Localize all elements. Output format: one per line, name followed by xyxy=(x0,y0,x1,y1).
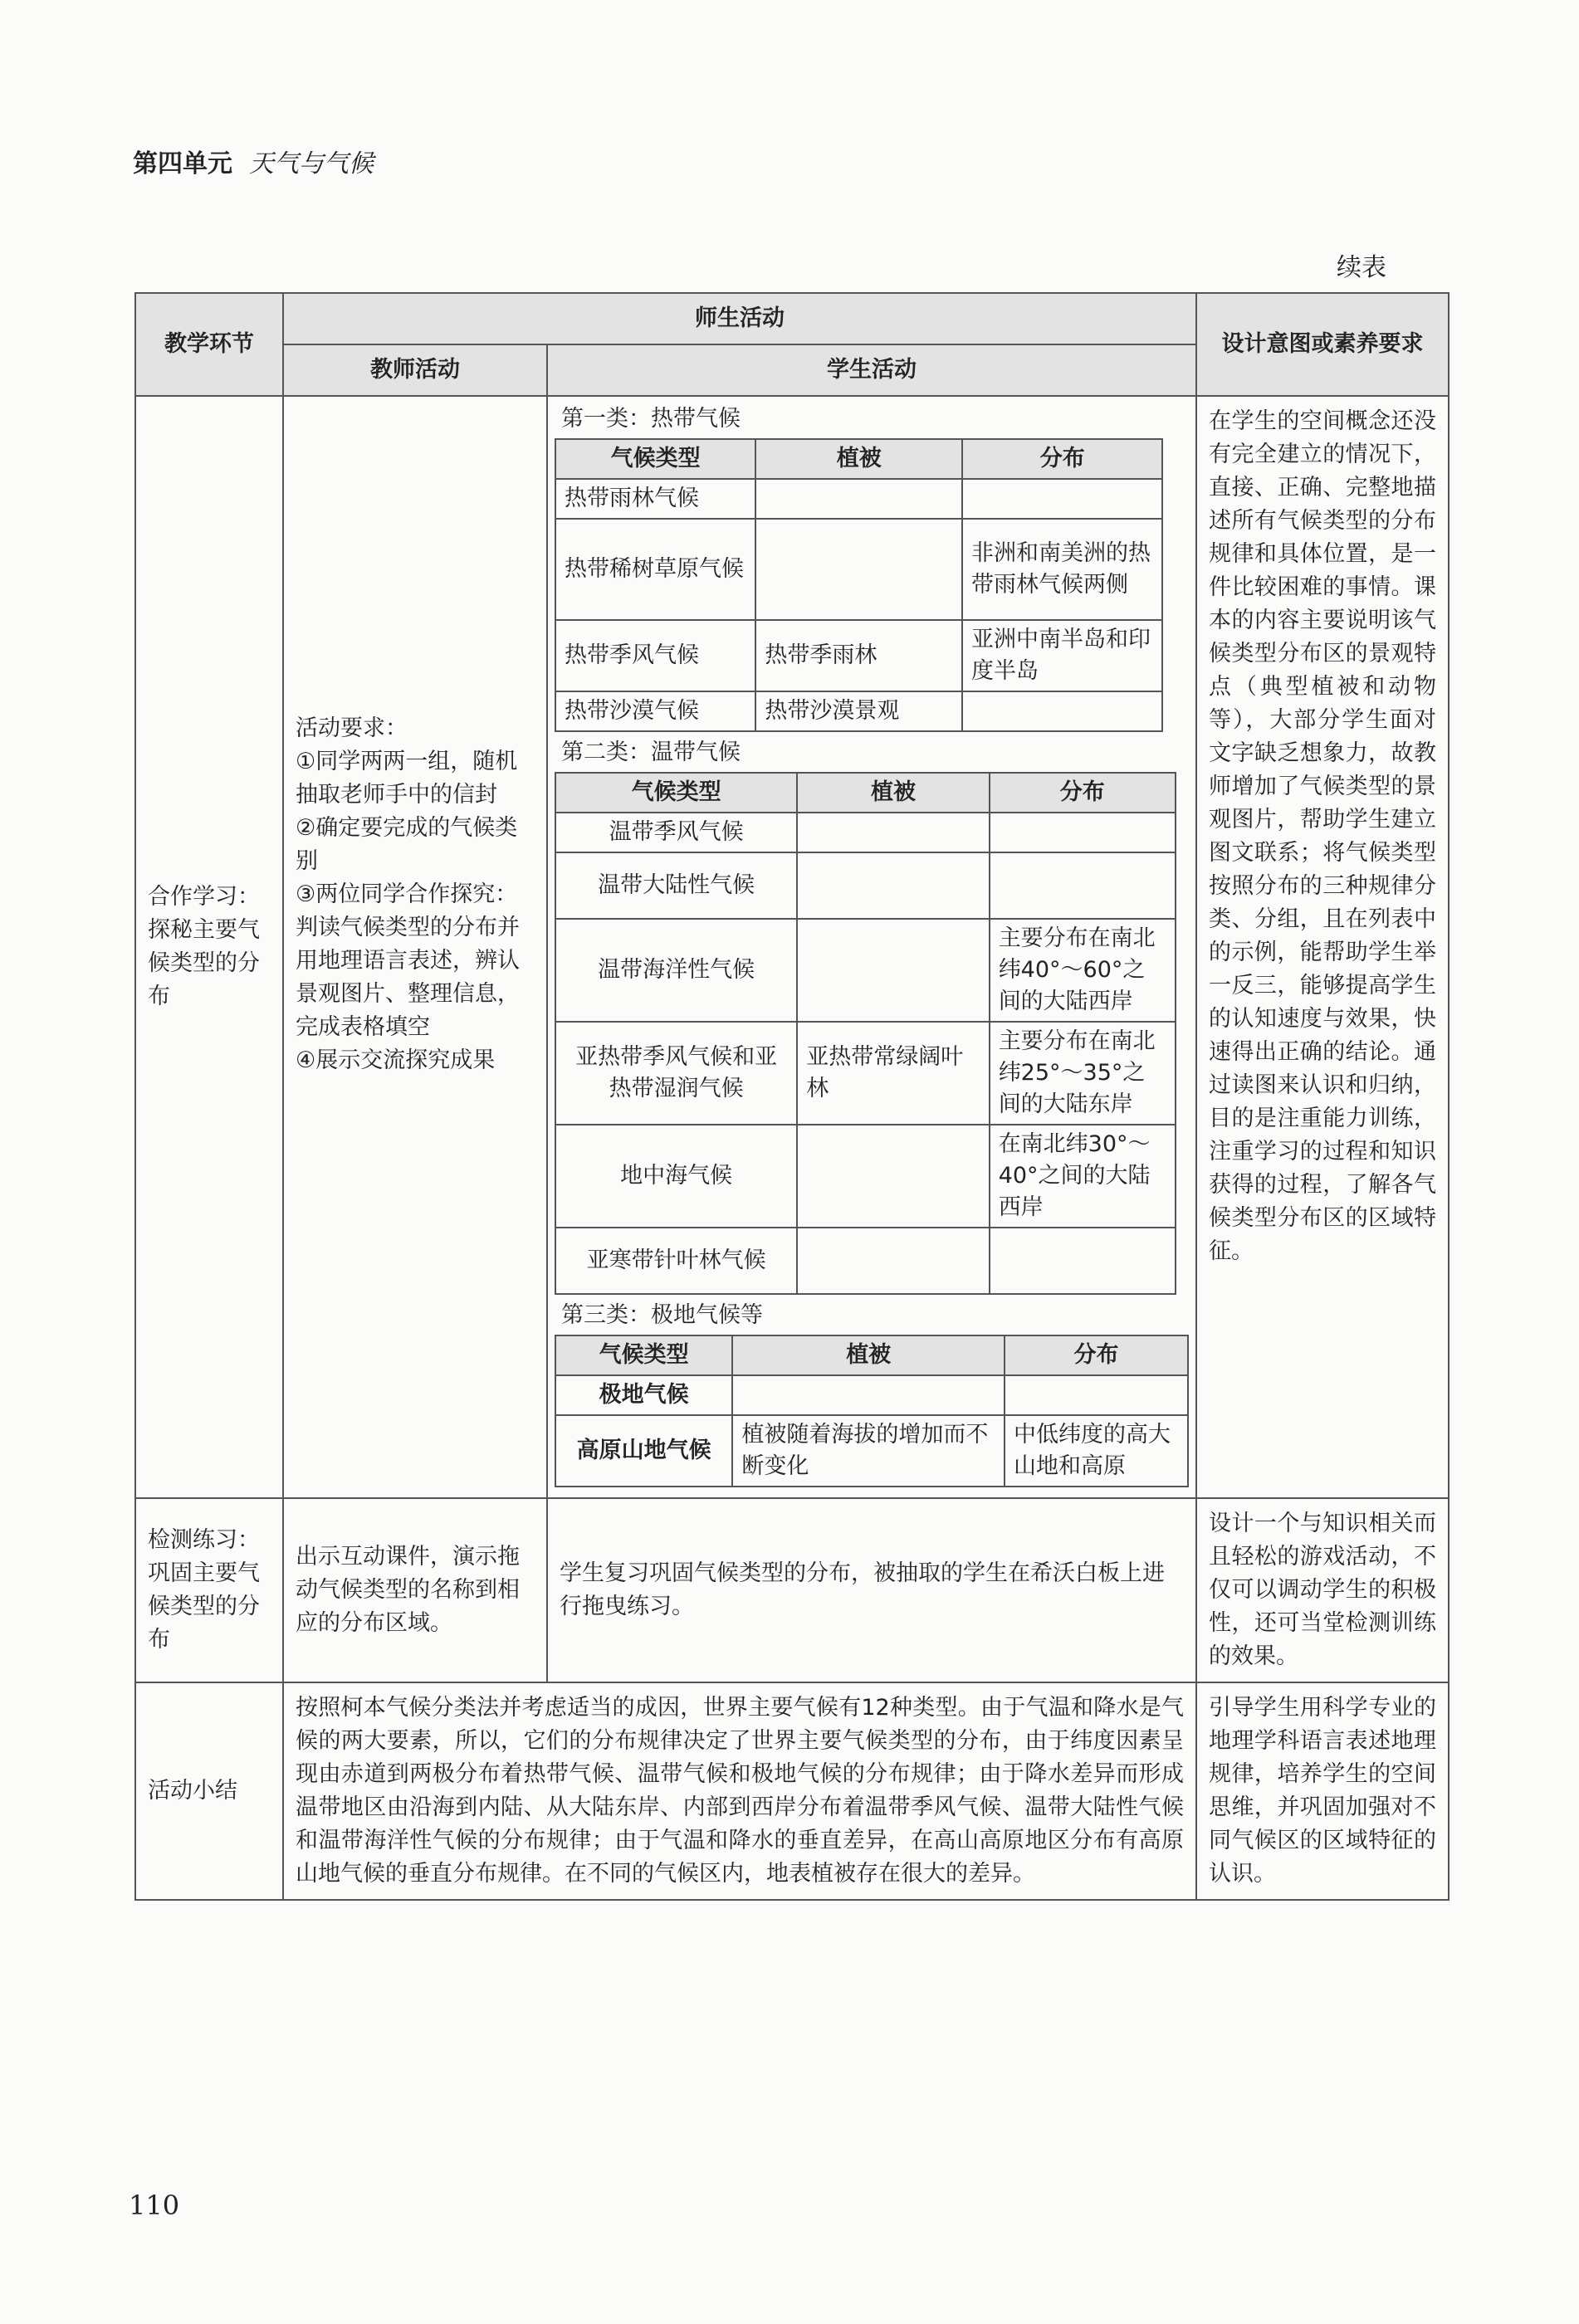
col-header: 植被 xyxy=(797,773,989,813)
vegetation: 热带季雨林 xyxy=(755,620,962,691)
col-header: 气候类型 xyxy=(555,439,755,479)
unit-label: 第四单元 xyxy=(133,149,232,178)
vegetation xyxy=(797,813,989,852)
page-header xyxy=(133,143,374,179)
table-row xyxy=(135,396,1449,1498)
stage-cell: 检测练习：巩固主要气候类型的分布 xyxy=(135,1498,283,1682)
vegetation: 亚热带常绿阔叶林 xyxy=(797,1022,989,1125)
col-header: 分布 xyxy=(990,773,1176,813)
requirement-item: ①同学两两一组，随机抽取老师手中的信封 xyxy=(296,749,518,808)
stage-cell: 合作学习：探秘主要气候类型的分布 xyxy=(135,396,283,1498)
distribution: 主要分布在南北纬25°～35°之间的大陆东岸 xyxy=(990,1022,1176,1125)
intent-cell: 在学生的空间概念还没有完全建立的情况下，直接、正确、完整地描述所有气候类型的分布规律和具体位置，是一件比较困难的事情。课本的内容主要说明该气候类型分布区的景观特点（典型植被和动物等），大部分学生面对文字缺乏想象力，故教师增加了气候类型的景观图片，帮助学生建立图文联系；将气候类型按照分布的三种规律分类、分组，且在列表中的示例，能帮助学生举一反三，能够提高学生的认知速度与效果，快速得出正确的结论。通过读图来认识和归纳，目的是注重能力训练，注重学习的过程和知识获得的过程，了解各气候类型分布区的区域特征。 xyxy=(1196,396,1449,1498)
table-row xyxy=(135,1498,1449,1682)
category-title: 第三类：极地气候等 xyxy=(561,1302,763,1328)
climate-type: 热带沙漠气候 xyxy=(555,691,755,731)
distribution: 非洲和南美洲的热带雨林气候两侧 xyxy=(962,519,1162,620)
vegetation: 植被随着海拔的增加而不断变化 xyxy=(732,1415,1005,1487)
climate-type: 极地气候 xyxy=(555,1375,732,1415)
distribution xyxy=(990,852,1176,919)
header-activity: 师生活动 xyxy=(283,293,1196,344)
climate-type: 地中海气候 xyxy=(555,1125,797,1228)
polar-table xyxy=(555,1335,1189,1487)
teacher-activity-cell: 出示互动课件，演示拖动气候类型的名称到相应的分布区域。 xyxy=(283,1498,547,1682)
header-teacher: 教师活动 xyxy=(283,344,547,396)
distribution xyxy=(962,479,1162,519)
intent-cell: 引导学生用科学专业的地理学科语言表述地理规律，培养学生的空间思维，并巩固加强对不同气候区的区域特征的认识。 xyxy=(1196,1682,1449,1900)
distribution xyxy=(962,691,1162,731)
vegetation xyxy=(755,479,962,519)
distribution: 主要分布在南北纬40°～60°之间的大陆西岸 xyxy=(990,919,1176,1022)
climate-type: 温带季风气候 xyxy=(555,813,797,852)
teacher-activity-cell xyxy=(283,396,547,1498)
header-intent: 设计意图或素养要求 xyxy=(1196,293,1449,396)
climate-type: 温带海洋性气候 xyxy=(555,919,797,1022)
climate-type: 高原山地气候 xyxy=(555,1415,732,1487)
unit-topic: 天气与气候 xyxy=(249,149,374,178)
student-activity-cell: 学生复习巩固气候类型的分布，被抽取的学生在希沃白板上进行拖曳练习。 xyxy=(547,1498,1196,1682)
climate-type: 温带大陆性气候 xyxy=(555,852,797,919)
continued-label: 续表 xyxy=(1337,253,1386,282)
climate-type: 亚热带季风气候和亚热带湿润气候 xyxy=(555,1022,797,1125)
lesson-table xyxy=(134,292,1449,1901)
summary-cell: 按照柯本气候分类法并考虑适当的成因，世界主要气候有12种类型。由于气温和降水是气候的两大要素，所以，它们的分布规律决定了世界主要气候类型的分布，由于纬度因素呈现由赤道到两极分布着热带气候、温带气候和极地气候的分布规律；由于降水差异而形成温带地区由沿海到内陆、从大陆东岸、内部到西岸分布着温带季风气候、温带大陆性气候和温带海洋性气候的分布规律；由于气温和降水的垂直差异，在高山高原地区分布有高原山地气候的垂直分布规律。在不同的气候区内，地表植被存在很大的差异。 xyxy=(283,1682,1196,1900)
col-header: 植被 xyxy=(732,1335,1005,1375)
distribution: 亚洲中南半岛和印度半岛 xyxy=(962,620,1162,691)
climate-type: 热带雨林气候 xyxy=(555,479,755,519)
page-number: 110 xyxy=(129,2190,180,2221)
requirement-item: ③两位同学合作探究：判读气候类型的分布并用地理语言表述，辨认景观图片、整理信息，完成表格填空 xyxy=(296,881,520,1040)
col-header: 分布 xyxy=(1005,1335,1188,1375)
header-stage: 教学环节 xyxy=(135,293,283,396)
col-header: 植被 xyxy=(755,439,962,479)
vegetation: 热带沙漠景观 xyxy=(755,691,962,731)
requirement-item: ④展示交流探究成果 xyxy=(296,1047,496,1073)
distribution xyxy=(990,1228,1176,1294)
intent-cell: 设计一个与知识相关而且轻松的游戏活动，不仅可以调动学生的积极性，还可当堂检测训练的效果。 xyxy=(1196,1498,1449,1682)
temperate-table xyxy=(555,772,1176,1295)
student-activity-cell xyxy=(547,396,1196,1498)
requirements-title: 活动要求： xyxy=(296,715,408,741)
climate-type: 热带稀树草原气候 xyxy=(555,519,755,620)
vegetation xyxy=(797,1228,989,1294)
vegetation xyxy=(732,1375,1005,1415)
climate-type: 热带季风气候 xyxy=(555,620,755,691)
vegetation xyxy=(797,852,989,919)
distribution xyxy=(990,813,1176,852)
col-header: 分布 xyxy=(962,439,1162,479)
distribution: 在南北纬30°～40°之间的大陆西岸 xyxy=(990,1125,1176,1228)
category-title: 第一类：热带气候 xyxy=(561,406,741,432)
distribution: 中低纬度的高大山地和高原 xyxy=(1005,1415,1188,1487)
stage-cell: 活动小结 xyxy=(135,1682,283,1900)
tropical-table xyxy=(555,438,1163,732)
vegetation xyxy=(797,919,989,1022)
col-header: 气候类型 xyxy=(555,773,797,813)
vegetation xyxy=(755,519,962,620)
header-student: 学生活动 xyxy=(547,344,1196,396)
climate-type: 亚寒带针叶林气候 xyxy=(555,1228,797,1294)
table-row xyxy=(135,1682,1449,1900)
vegetation xyxy=(797,1125,989,1228)
distribution xyxy=(1005,1375,1188,1415)
category-title: 第二类：温带气候 xyxy=(561,740,741,765)
requirement-item: ②确定要完成的气候类别 xyxy=(296,815,518,874)
col-header: 气候类型 xyxy=(555,1335,732,1375)
